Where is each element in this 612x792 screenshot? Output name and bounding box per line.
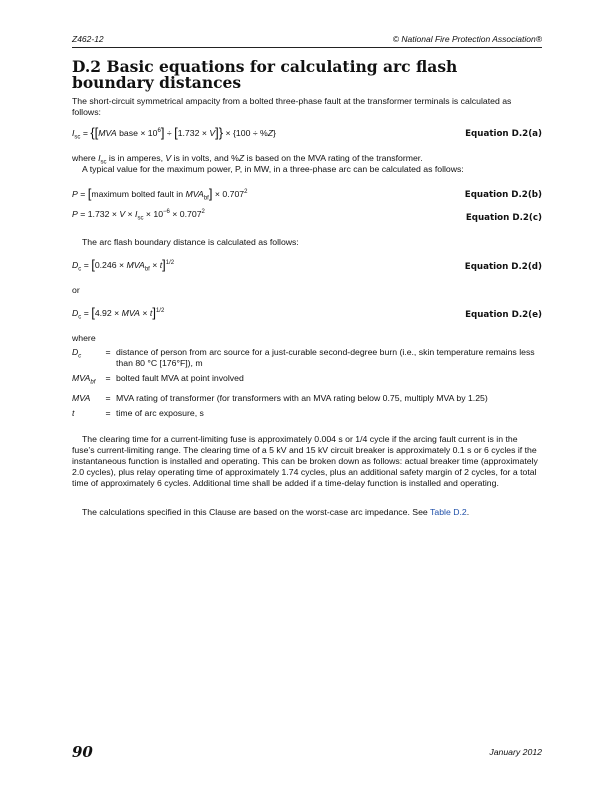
equation-c: $P = 1.732 \times V \times I_{sc} \times 10^{-6} \times 0.707^2$	[72, 209, 205, 222]
where-label: where	[72, 333, 96, 343]
equation-e: $D_c = [4.92$ × MVA × t]$^{1/2}$	[72, 305, 165, 321]
header-doc-id: Z462-12	[72, 34, 104, 44]
calc-end: .	[466, 507, 470, 517]
where-a-paragraph: where $I_{sc}$ is in amperes, V is in volts, and %Z is based on the MVA rating of the transformer.	[72, 153, 423, 166]
definition-text: time of arc exposure, s	[116, 407, 204, 418]
definition-text: MVA rating of transformer (for transformers with an MVA rating below 0.75, multiply MVA by 1.25)	[116, 392, 488, 403]
definition-term: t	[72, 407, 75, 418]
header-publisher: © National Fire Protection Association®	[392, 34, 542, 44]
equation-d-label: Equation D.2(d)	[464, 262, 542, 272]
definition-row	[72, 373, 542, 389]
calc-text: The calculations specified in this Clause are based on the worst-case arc impedance. See	[82, 507, 431, 517]
definition-row	[72, 393, 542, 404]
page-number: 90	[72, 743, 93, 761]
equation-a: $I_{sc} = \{[MVA$ base × $10^6] \div [1.732 \times V]\} \times \{100 \div \%Z\}$	[72, 125, 276, 141]
equation-b: P = [maximum bolted fault in $MVA_{bf}] \times 0.707^2$	[72, 186, 248, 202]
definition-term: MVA	[72, 392, 91, 403]
intro-paragraph: The short-circuit symmetrical ampacity from a bolted three-phase fault at the transformer terminals is calculated as follows:	[72, 96, 512, 117]
header-rule	[72, 47, 542, 48]
or-text: or	[72, 285, 80, 295]
definition-text: distance of person from arc source for a just-curable second-degree burn (i.e., skin temperature remains less than 80 °C [176°F]), m	[116, 347, 535, 368]
equation-c-label: Equation D.2(c)	[465, 213, 542, 223]
definition-equals: =	[105, 392, 111, 403]
equation-b-label: Equation D.2(b)	[464, 190, 542, 200]
equation-d: $D_c = [0.246 \times MVA_{bf} \times t]^{1/2}$	[72, 257, 175, 273]
equation-e-label: Equation D.2(e)	[465, 310, 542, 320]
section-title: D.2 Basic equations for calculating arc flash boundary distances	[72, 57, 458, 92]
calculations-paragraph	[72, 507, 542, 518]
definition-equals: =	[105, 347, 111, 357]
footer-date: January 2012	[489, 747, 542, 757]
typical-paragraph: A typical value for the maximum power, P, in MW, in a three-phase arc can be calculated as follows:	[82, 164, 464, 174]
clearing-time-paragraph: The clearing time for a current-limiting fuse is approximately 0.004 s or 1/4 cycle if the arcing fault current is in the fuse’s current-limiting range. The clearing time of a 5 kV and 15 kV circuit breaker is approximately 0.1 s or 6 cycles if the instantaneous function is installed and operating. This can be broken down as follows: actual breaker time (approximately 2.0 cycles), plus relay operating time of approximately 1.74 cycles, plus an additional safety margin of 2 cycles, for a total time of approximately 6 cycles. Additional time shall be added if a time-delay function is installed and operating.	[72, 434, 538, 488]
definitions-list	[72, 347, 542, 423]
table-d2-link[interactable]: Table D.2	[430, 507, 467, 517]
definition-term: $MVA_{bf}$	[72, 373, 96, 386]
definition-equals: =	[105, 407, 111, 418]
definition-row	[72, 408, 542, 419]
definition-row	[72, 347, 542, 369]
definition-equals: =	[105, 373, 111, 383]
definition-text: bolted fault MVA at point involved	[116, 373, 244, 383]
equation-a-label: Equation D.2(a)	[465, 129, 542, 139]
arc-flash-intro: The arc flash boundary distance is calculated as follows:	[82, 237, 299, 247]
definition-term: $D_c$	[72, 347, 82, 360]
